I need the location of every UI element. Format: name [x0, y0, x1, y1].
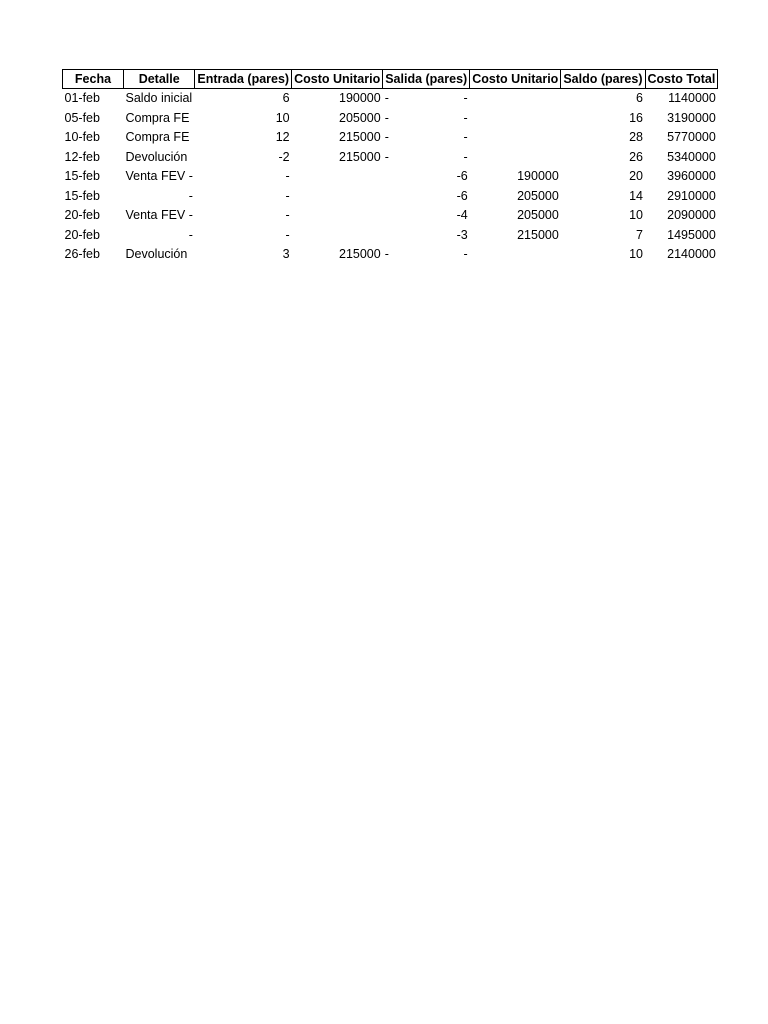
- cell-saldo[interactable]: 10: [629, 208, 643, 222]
- cell-costo-unitario-salida[interactable]: 215000: [517, 227, 559, 242]
- table-row: [63, 128, 718, 148]
- cell-fecha[interactable]: 12-feb: [64, 149, 100, 164]
- cell-costo-unitario-entrada[interactable]: [292, 187, 383, 207]
- cell-costo-unitario-salida[interactable]: 205000: [517, 188, 559, 203]
- kardex-table: [62, 69, 718, 265]
- header-cell-saldo[interactable]: Saldo (pares): [561, 70, 645, 89]
- cell-costo-total[interactable]: 3190000: [667, 110, 716, 125]
- cell-detalle[interactable]: Venta FEV -: [125, 169, 193, 183]
- cell-salida-value: -: [463, 130, 468, 144]
- header-cell-costo-total[interactable]: Costo Total: [645, 70, 718, 89]
- cell-costo-total[interactable]: 3960000: [667, 169, 716, 183]
- cell-dash: -: [384, 149, 389, 164]
- cell-salida[interactable]: [383, 89, 470, 109]
- cell-dash: -: [384, 130, 389, 144]
- cell-costo-unitario-salida[interactable]: [470, 245, 561, 265]
- header-cell-entrada[interactable]: Entrada (pares): [195, 70, 292, 89]
- cell-entrada[interactable]: -: [285, 208, 290, 222]
- cell-fecha[interactable]: 15-feb: [64, 188, 100, 203]
- table-row: [63, 109, 718, 129]
- table-row: [63, 245, 718, 265]
- cell-salida[interactable]: [383, 245, 470, 265]
- table-row: [63, 89, 718, 109]
- cell-saldo[interactable]: 7: [636, 227, 643, 242]
- cell-entrada[interactable]: 6: [282, 91, 290, 105]
- cell-salida[interactable]: -6: [456, 169, 468, 183]
- cell-costo-total[interactable]: 5770000: [667, 130, 716, 144]
- cell-salida-value: -: [463, 91, 468, 105]
- cell-dash: -: [384, 110, 389, 125]
- cell-saldo[interactable]: 26: [629, 149, 643, 164]
- cell-fecha[interactable]: 05-feb: [64, 110, 100, 125]
- cell-saldo[interactable]: 16: [629, 110, 643, 125]
- cell-salida-value: -: [463, 247, 468, 261]
- header-cell-fecha[interactable]: Fecha: [63, 70, 124, 89]
- cell-entrada[interactable]: -2: [278, 149, 290, 164]
- cell-detalle[interactable]: Devolución: [125, 247, 188, 261]
- cell-detalle[interactable]: Compra FE: [125, 130, 190, 144]
- cell-dash: -: [384, 247, 389, 261]
- table-row: [63, 226, 718, 246]
- cell-fecha[interactable]: 01-feb: [64, 91, 100, 105]
- spreadsheet: [62, 69, 718, 265]
- header-cell-costo-unitario-entrada[interactable]: Costo Unitario: [292, 70, 383, 89]
- header-cell-detalle[interactable]: Detalle: [124, 70, 195, 89]
- cell-costo-total[interactable]: 2140000: [667, 247, 716, 261]
- cell-fecha[interactable]: 20-feb: [64, 227, 100, 242]
- cell-salida[interactable]: [383, 128, 470, 148]
- cell-entrada[interactable]: -: [285, 169, 290, 183]
- cell-costo-unitario-entrada[interactable]: 215000: [339, 149, 381, 164]
- cell-costo-unitario-salida[interactable]: [470, 148, 561, 168]
- table-row: [63, 167, 718, 187]
- cell-saldo[interactable]: 14: [629, 188, 643, 203]
- cell-entrada[interactable]: -: [285, 188, 290, 203]
- cell-entrada[interactable]: 12: [275, 130, 290, 144]
- cell-detalle[interactable]: Devolución: [125, 149, 188, 164]
- cell-costo-unitario-salida[interactable]: 205000: [517, 208, 559, 222]
- cell-salida[interactable]: [383, 109, 470, 129]
- cell-costo-total[interactable]: 2910000: [667, 188, 716, 203]
- cell-detalle[interactable]: -: [188, 227, 193, 242]
- cell-salida[interactable]: [383, 148, 470, 168]
- cell-costo-unitario-entrada[interactable]: [292, 167, 383, 187]
- cell-dash: -: [384, 91, 389, 105]
- cell-salida-value: -: [463, 110, 468, 125]
- table-body: [63, 89, 718, 265]
- cell-detalle[interactable]: -: [188, 188, 193, 203]
- cell-fecha[interactable]: 10-feb: [64, 130, 100, 144]
- cell-costo-total[interactable]: 1140000: [668, 91, 716, 105]
- cell-saldo[interactable]: 6: [636, 91, 643, 105]
- cell-costo-unitario-entrada[interactable]: [292, 206, 383, 226]
- cell-saldo[interactable]: 20: [629, 169, 643, 183]
- cell-salida-value: -: [463, 149, 468, 164]
- cell-saldo[interactable]: 10: [629, 247, 643, 261]
- cell-costo-unitario-entrada[interactable]: 215000: [339, 247, 381, 261]
- cell-costo-unitario-entrada[interactable]: 215000: [339, 130, 381, 144]
- cell-detalle[interactable]: Saldo inicial: [125, 91, 193, 105]
- table-row: [63, 206, 718, 226]
- cell-costo-unitario-salida[interactable]: [470, 89, 561, 109]
- cell-costo-unitario-salida[interactable]: [470, 128, 561, 148]
- cell-salida[interactable]: -4: [456, 208, 468, 222]
- header-cell-costo-unitario-salida[interactable]: Costo Unitario: [470, 70, 561, 89]
- cell-entrada[interactable]: 3: [282, 247, 290, 261]
- cell-entrada[interactable]: -: [285, 227, 290, 242]
- cell-saldo[interactable]: 28: [629, 130, 643, 144]
- cell-costo-total[interactable]: 2090000: [667, 208, 716, 222]
- cell-fecha[interactable]: 26-feb: [64, 247, 100, 261]
- cell-costo-total[interactable]: 1495000: [667, 227, 716, 242]
- cell-costo-unitario-entrada[interactable]: 190000: [339, 91, 381, 105]
- cell-costo-unitario-salida[interactable]: [470, 109, 561, 129]
- table-row: [63, 148, 718, 168]
- cell-salida[interactable]: -3: [456, 227, 468, 242]
- cell-fecha[interactable]: 20-feb: [64, 208, 100, 222]
- cell-salida[interactable]: -6: [456, 188, 468, 203]
- cell-costo-unitario-entrada[interactable]: 205000: [339, 110, 381, 125]
- header-row: [63, 70, 718, 89]
- header-cell-salida[interactable]: Salida (pares): [383, 70, 470, 89]
- cell-detalle[interactable]: Venta FEV -: [125, 208, 193, 222]
- cell-detalle[interactable]: Compra FE: [125, 110, 190, 125]
- cell-entrada[interactable]: 10: [275, 110, 290, 125]
- cell-costo-total[interactable]: 5340000: [667, 149, 716, 164]
- cell-costo-unitario-salida[interactable]: 190000: [517, 169, 559, 183]
- cell-fecha[interactable]: 15-feb: [64, 169, 100, 183]
- table-row: [63, 187, 718, 207]
- cell-costo-unitario-entrada[interactable]: [292, 226, 383, 246]
